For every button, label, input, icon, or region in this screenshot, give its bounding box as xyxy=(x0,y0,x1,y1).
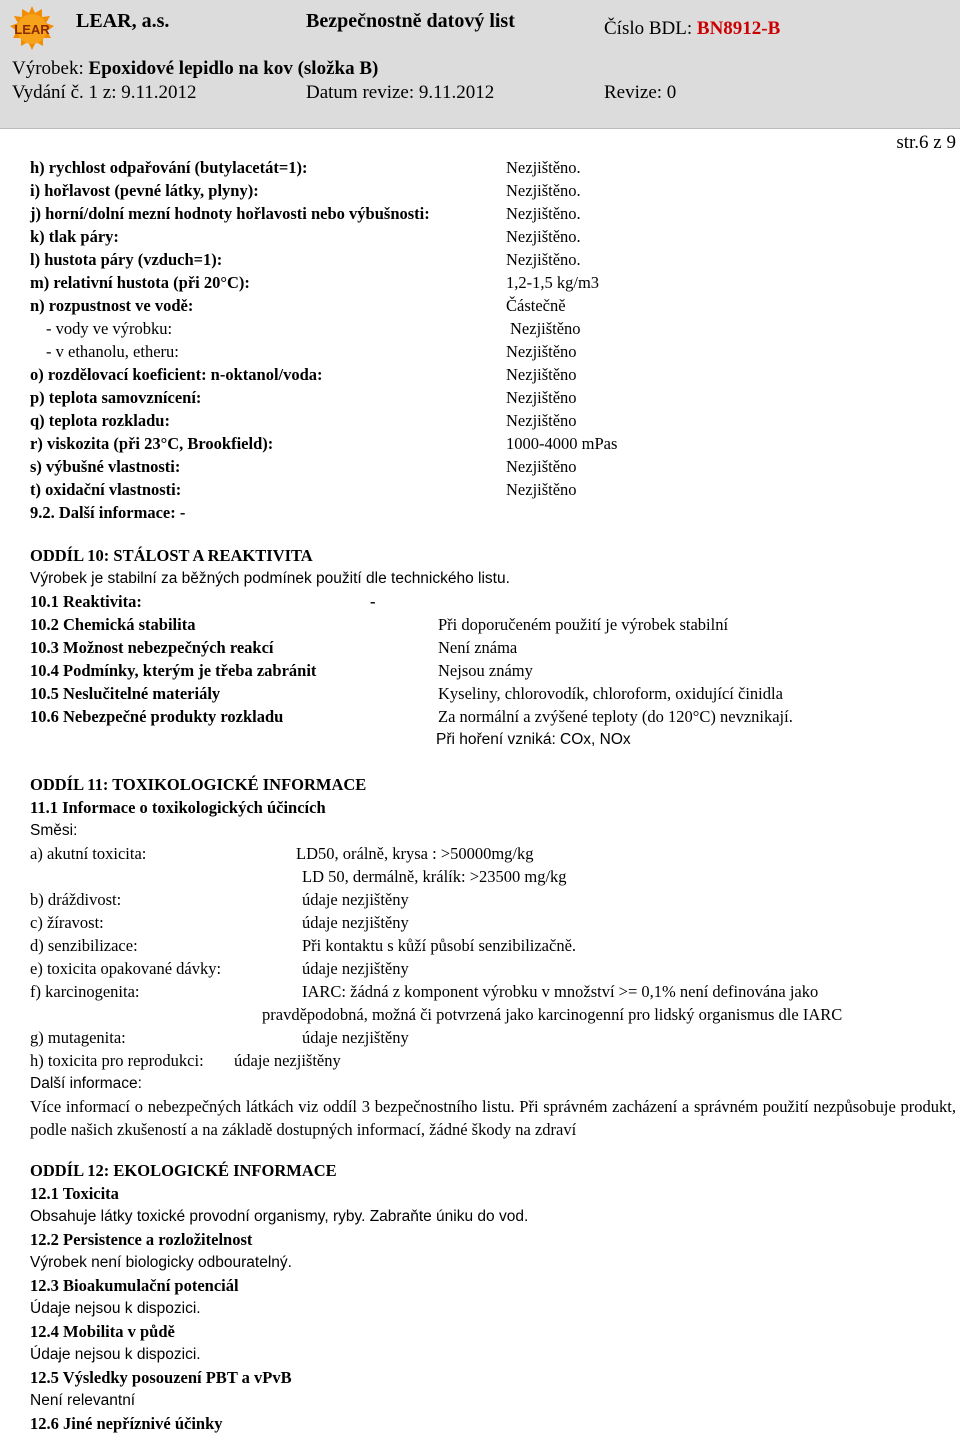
tox-row: a) akutní toxicita: LD50, orálně, krysa : >50000mg/kg xyxy=(30,844,534,863)
tox-row: d) senzibilizace: Při kontaktu s kůží působí senzibilizačně. xyxy=(30,936,577,955)
tox-row: LD 50, dermálně, králík: >23500 mg/kg xyxy=(302,867,567,886)
tox-row: c) žíravost: údaje nezjištěny xyxy=(30,913,409,932)
section-11 xyxy=(30,773,958,1141)
tox-other-label: Další informace: xyxy=(30,1075,142,1092)
tox-row: g) mutagenita: údaje nezjištěny xyxy=(30,1028,409,1047)
product-line xyxy=(12,58,378,80)
eco-text: Výrobek není biologicky odbouratelný. xyxy=(30,1254,292,1271)
eco-text: Údaje nejsou k dispozici. xyxy=(30,1346,201,1363)
eco-heading: 12.3 Bioakumulační potenciál xyxy=(30,1276,239,1295)
product-name: Epoxidové lepidlo na kov (složka B) xyxy=(88,58,379,79)
property-row: n) rozpustnost ve vodě: Částečně xyxy=(30,296,566,315)
property-row: j) horní/dolní mezní hodnoty hořlavosti nebo výbušnosti: Nezjištěno. xyxy=(30,204,581,223)
property-row: t) oxidační vlastnosti: Nezjištěno xyxy=(30,480,577,499)
property-row: i) hořlavost (pevné látky, plyny): Nezjištěno. xyxy=(30,181,581,200)
property-row: k) tlak páry: Nezjištěno. xyxy=(30,227,581,246)
eco-heading: 12.1 Toxicita xyxy=(30,1184,119,1203)
page-number: str.6 z 9 xyxy=(896,132,956,153)
stability-row: 10.4 Podmínky, kterým je třeba zabránit Nejsou známy xyxy=(30,661,533,680)
revision-date: Datum revize: 9.11.2012 xyxy=(306,82,495,103)
revision-number: Revize: 0 xyxy=(604,82,677,103)
stability-row: 10.5 Neslučitelné materiály Kyseliny, chlorovodík, chloroform, oxidující činidla xyxy=(30,684,783,703)
tox-row: b) dráždivost: údaje nezjištěny xyxy=(30,890,409,909)
property-row: p) teplota samovznícení: Nezjištěno xyxy=(30,388,577,407)
eco-heading: 12.4 Mobilita v půdě xyxy=(30,1322,175,1341)
tox-row: h) toxicita pro reprodukci: údaje nezjištěny xyxy=(30,1051,341,1070)
stability-row: 10.6 Nebezpečné produkty rozkladu Za normální a zvýšené teploty (do 120°C) nevznikají. xyxy=(30,707,793,726)
company-name: LEAR, a.s. xyxy=(76,10,170,32)
reactivity-row: 10.1 Reaktivita: - xyxy=(30,592,376,611)
eco-text: Údaje nejsou k dispozici. xyxy=(30,1300,201,1317)
other-info: 9.2. Další informace: - xyxy=(30,503,186,522)
property-row: - v ethanolu, etheru: Nezjištěno xyxy=(46,342,577,361)
lear-logo xyxy=(6,4,58,56)
property-row: h) rychlost odpařování (butylacetát=1): Nezjištěno. xyxy=(30,158,581,177)
stability-row: 10.2 Chemická stabilita Při doporučeném použití je výrobek stabilní xyxy=(30,615,729,634)
property-row: l) hustota páry (vzduch=1): Nezjištěno. xyxy=(30,250,581,269)
section-10 xyxy=(30,544,930,751)
issue-info: Vydání č. 1 z: 9.11.2012 xyxy=(12,82,197,103)
property-row: m) relativní hustota (při 20°C): 1,2-1,5 kg/m3 xyxy=(30,273,600,292)
product-label: Výrobek: xyxy=(12,58,84,79)
bdl-label: Číslo BDL: xyxy=(604,18,693,39)
document-header xyxy=(0,0,960,129)
tox-row: e) toxicita opakované dávky: údaje nezjištěny xyxy=(30,959,409,978)
tox-row: pravděpodobná, možná či potvrzená jako karcinogenní pro lidský organismus dle IARC xyxy=(262,1005,843,1024)
property-row: q) teplota rozkladu: Nezjištěno xyxy=(30,411,577,430)
property-row: - vody ve výrobku: Nezjištěno xyxy=(46,319,581,338)
bdl-number xyxy=(604,18,780,40)
stability-row: 10.3 Možnost nebezpečných reakcí Není známa xyxy=(30,638,518,657)
mixtures-label: Směsi: xyxy=(30,822,78,839)
eco-heading: 12.2 Persistence a rozložitelnost xyxy=(30,1230,253,1249)
section-10-title: ODDÍL 10: STÁLOST A REAKTIVITA xyxy=(30,546,313,565)
document-type: Bezpečnostně datový list xyxy=(306,10,515,32)
section-10-intro: Výrobek je stabilní za běžných podmínek použití dle technického listu. xyxy=(30,570,510,587)
svg-text:LEAR: LEAR xyxy=(14,22,50,37)
property-row: o) rozdělovací koeficient: n-oktanol/voda: Nezjištěno xyxy=(30,365,577,384)
tox-other-text: Více informací o nebezpečných látkách viz oddíl 3 bezpečnostního listu. Při správném zacházení a správném použití nezpůsobuje produkt, podle našich zkušeností a na základě dostupných informací, žádné škody na zdraví xyxy=(30,1097,956,1139)
property-row: s) výbušné vlastnosti: Nezjištěno xyxy=(30,457,577,476)
tox-row: f) karcinogenita: IARC: žádná z komponent výrobku v množství >= 0,1% není definována jako xyxy=(30,982,819,1001)
eco-text: Obsahuje látky toxické provodní organismy, ryby. Zabraňte úniku do vod. xyxy=(30,1208,529,1225)
physical-properties xyxy=(30,156,930,524)
eco-heading: 12.6 Jiné nepříznivé účinky xyxy=(30,1414,223,1433)
eco-heading: 12.5 Výsledky posouzení PBT a vPvB xyxy=(30,1368,292,1387)
eco-text: Není relevantní xyxy=(30,1392,136,1409)
bdl-value: BN8912-B xyxy=(696,18,781,39)
property-row: r) viskozita (při 23°C, Brookfield): 1000-4000 mPas xyxy=(30,434,618,453)
decomposition-extra: Při hoření vzniká: COx, NOx xyxy=(436,731,631,748)
section-11-subtitle: 11.1 Informace o toxikologických účincích xyxy=(30,798,326,817)
section-11-title: ODDÍL 11: TOXIKOLOGICKÉ INFORMACE xyxy=(30,775,367,794)
section-12-title: ODDÍL 12: EKOLOGICKÉ INFORMACE xyxy=(30,1161,337,1180)
section-12 xyxy=(30,1159,930,1435)
